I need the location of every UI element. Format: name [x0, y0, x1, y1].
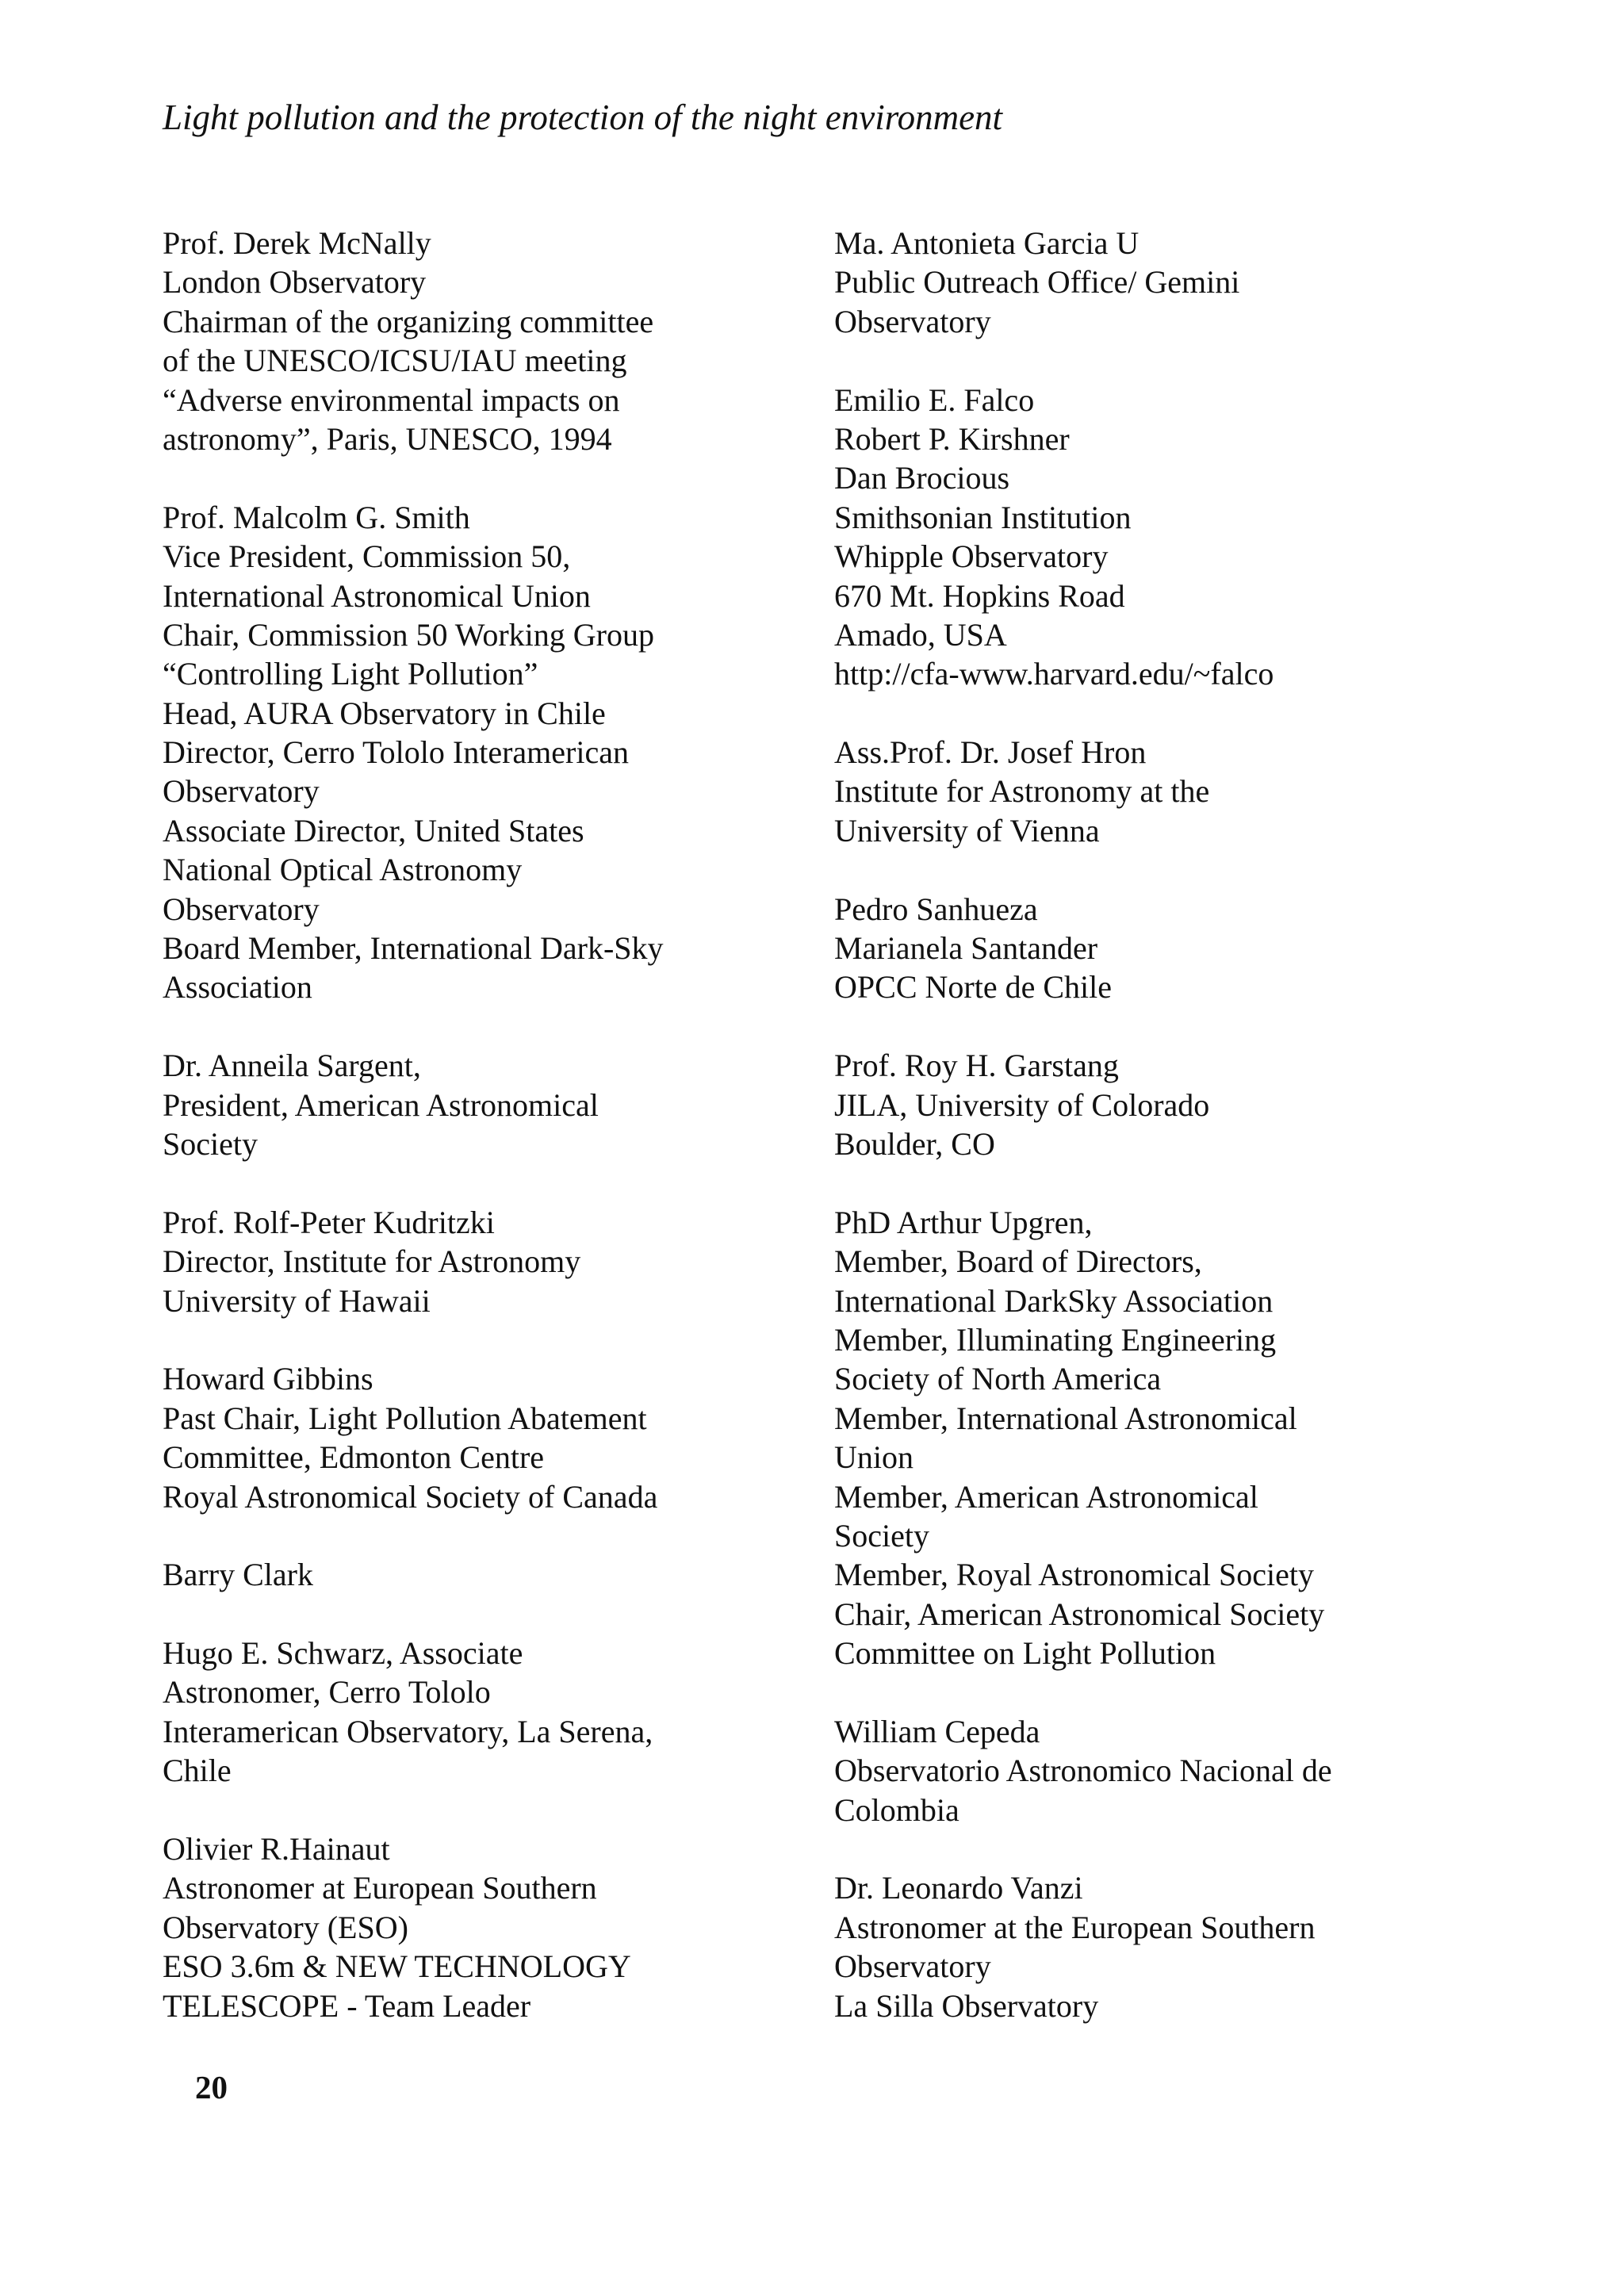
entry-detail-line: Institute for Astronomy at the [834, 773, 1210, 810]
entry-detail-line: Society [834, 1517, 929, 1554]
entry-detail-line: Robert P. Kirshner [834, 420, 1070, 457]
entry-name-line: Hugo E. Schwarz, Associate [163, 1635, 523, 1672]
entry-detail-line: Chair, American Astronomical Society [834, 1596, 1325, 1632]
entry-detail-line: astronomy”, Paris, UNESCO, 1994 [163, 420, 612, 457]
entry-detail-line: JILA, University of Colorado [834, 1086, 1210, 1123]
entry-detail-line: 670 Mt. Hopkins Road [834, 577, 1125, 614]
entry-detail-line: TELESCOPE - Team Leader [163, 1987, 531, 2024]
entry-detail-line: Society [163, 1125, 258, 1162]
entry-detail-line: Observatory [163, 773, 320, 810]
left-column [163, 224, 813, 2025]
entry-name-line: PhD Arthur Upgren, [834, 1204, 1093, 1240]
entry-name-line: Barry Clark [163, 1557, 313, 1593]
entry-detail-line: Director, Institute for Astronomy [163, 1243, 581, 1280]
entry-detail-line: Colombia [834, 1791, 959, 1828]
entry-detail-line: Member, Illuminating Engineering [834, 1321, 1277, 1358]
entry-detail-line: Member, American Astronomical [834, 1478, 1258, 1515]
entry-detail-line: Dan Brocious [834, 460, 1010, 496]
list-entry [834, 1868, 1548, 2025]
entry-detail-line: ESO 3.6m & NEW TECHNOLOGY [163, 1948, 631, 1985]
list-entry [163, 1555, 813, 1594]
entry-detail-line: National Optical Astronomy [163, 852, 523, 888]
entry-detail-line: International Astronomical Union [163, 577, 591, 614]
entry-name-line: Prof. Roy H. Garstang [834, 1048, 1119, 1084]
entry-name-line: Prof. Malcolm G. Smith [163, 499, 470, 535]
list-entry [834, 1203, 1548, 1673]
list-entry [163, 1203, 813, 1320]
entry-name-line: Prof. Derek McNally [163, 225, 431, 261]
entry-detail-line: Member, Royal Astronomical Society [834, 1557, 1314, 1593]
entry-detail-line: Observatory [834, 303, 991, 339]
entry-detail-line: International DarkSky Association [834, 1282, 1274, 1319]
entry-detail-line: Member, International Astronomical [834, 1400, 1297, 1436]
entry-detail-line: Marianela Santander [834, 930, 1098, 967]
entry-detail-line: of the UNESCO/ICSU/IAU meeting [163, 343, 627, 379]
list-entry [834, 1046, 1548, 1163]
entry-detail-line: Committee on Light Pollution [834, 1635, 1216, 1672]
running-header: Light pollution and the protection of the night environment [163, 98, 1003, 137]
entry-detail-line: President, American Astronomical [163, 1086, 599, 1123]
entry-detail-line: Committee, Edmonton Centre [163, 1439, 545, 1476]
entry-name-line: William Cepeda [834, 1713, 1040, 1749]
entry-detail-line: Associate Director, United States [163, 812, 584, 849]
entry-name-line: Olivier R.Hainaut [163, 1831, 390, 1868]
entry-detail-line: “Controlling Light Pollution” [163, 656, 538, 692]
entry-name-line: Prof. Rolf-Peter Kudritzki [163, 1204, 495, 1240]
entry-name-line: Ass.Prof. Dr. Josef Hron [834, 734, 1147, 771]
entry-detail-line: Boulder, CO [834, 1125, 995, 1162]
entry-detail-line: “Adverse environmental impacts on [163, 381, 620, 418]
entry-name-line: Howard Gibbins [163, 1361, 373, 1397]
page-number: 20 [195, 2069, 228, 2105]
entry-detail-line: Observatory [163, 891, 320, 927]
entry-name-line: Dr. Anneila Sargent, [163, 1048, 421, 1084]
entry-detail-line: Past Chair, Light Pollution Abatement [163, 1400, 647, 1436]
entry-detail-line: Director, Cerro Tololo Interamerican [163, 734, 629, 771]
entry-detail-line: La Silla Observatory [834, 1987, 1099, 2024]
entry-detail-line: Association [163, 969, 312, 1006]
entry-detail-line: Astronomer at the European Southern [834, 1909, 1316, 1945]
entry-name-line: Pedro Sanhueza [834, 891, 1038, 927]
entry-detail-line: Observatory (ESO) [163, 1909, 408, 1945]
entry-detail-line: University of Vienna [834, 812, 1100, 849]
entry-detail-line: http://cfa-www.harvard.edu/~falco [834, 656, 1274, 692]
entry-detail-line: University of Hawaii [163, 1282, 431, 1319]
entry-detail-line: Society of North America [834, 1361, 1162, 1397]
entry-detail-line: Chairman of the organizing committee [163, 303, 654, 339]
right-column [834, 224, 1548, 2025]
entry-detail-line: Public Outreach Office/ Gemini [834, 264, 1240, 301]
list-entry [834, 890, 1548, 1007]
list-entry [834, 224, 1548, 341]
entry-detail-line: OPCC Norte de Chile [834, 969, 1112, 1006]
list-entry [163, 224, 813, 458]
list-entry [834, 381, 1548, 694]
entry-detail-line: Whipple Observatory [834, 538, 1109, 575]
entry-detail-line: Chair, Commission 50 Working Group [163, 616, 654, 653]
list-entry [163, 1634, 813, 1791]
entry-detail-line: Astronomer at European Southern [163, 1870, 597, 1906]
list-entry [834, 733, 1548, 850]
list-entry [163, 1046, 813, 1163]
entry-detail-line: Interamerican Observatory, La Serena, [163, 1713, 653, 1749]
list-entry [163, 1359, 813, 1516]
entry-detail-line: Vice President, Commission 50, [163, 538, 571, 575]
list-entry [163, 498, 813, 1007]
entry-name-line: Dr. Leonardo Vanzi [834, 1870, 1083, 1906]
list-entry [163, 1829, 813, 2025]
entry-detail-line: Head, AURA Observatory in Chile [163, 695, 606, 731]
entry-detail-line: Observatorio Astronomico Nacional de [834, 1753, 1332, 1789]
entry-detail-line: Amado, USA [834, 616, 1007, 653]
entry-name-line: Emilio E. Falco [834, 381, 1035, 418]
entry-detail-line: Observatory [834, 1948, 991, 1985]
entry-detail-line: Board Member, International Dark-Sky [163, 930, 664, 967]
entry-detail-line: London Observatory [163, 264, 427, 301]
entry-detail-line: Member, Board of Directors, [834, 1243, 1202, 1280]
entry-detail-line: Smithsonian Institution [834, 499, 1132, 535]
entry-detail-line: Union [834, 1439, 914, 1476]
entry-detail-line: Astronomer, Cerro Tololo [163, 1674, 491, 1711]
entry-name-line: Ma. Antonieta Garcia U [834, 225, 1139, 261]
entry-detail-line: Royal Astronomical Society of Canada [163, 1478, 658, 1515]
list-entry [834, 1712, 1548, 1829]
entry-detail-line: Chile [163, 1753, 232, 1789]
